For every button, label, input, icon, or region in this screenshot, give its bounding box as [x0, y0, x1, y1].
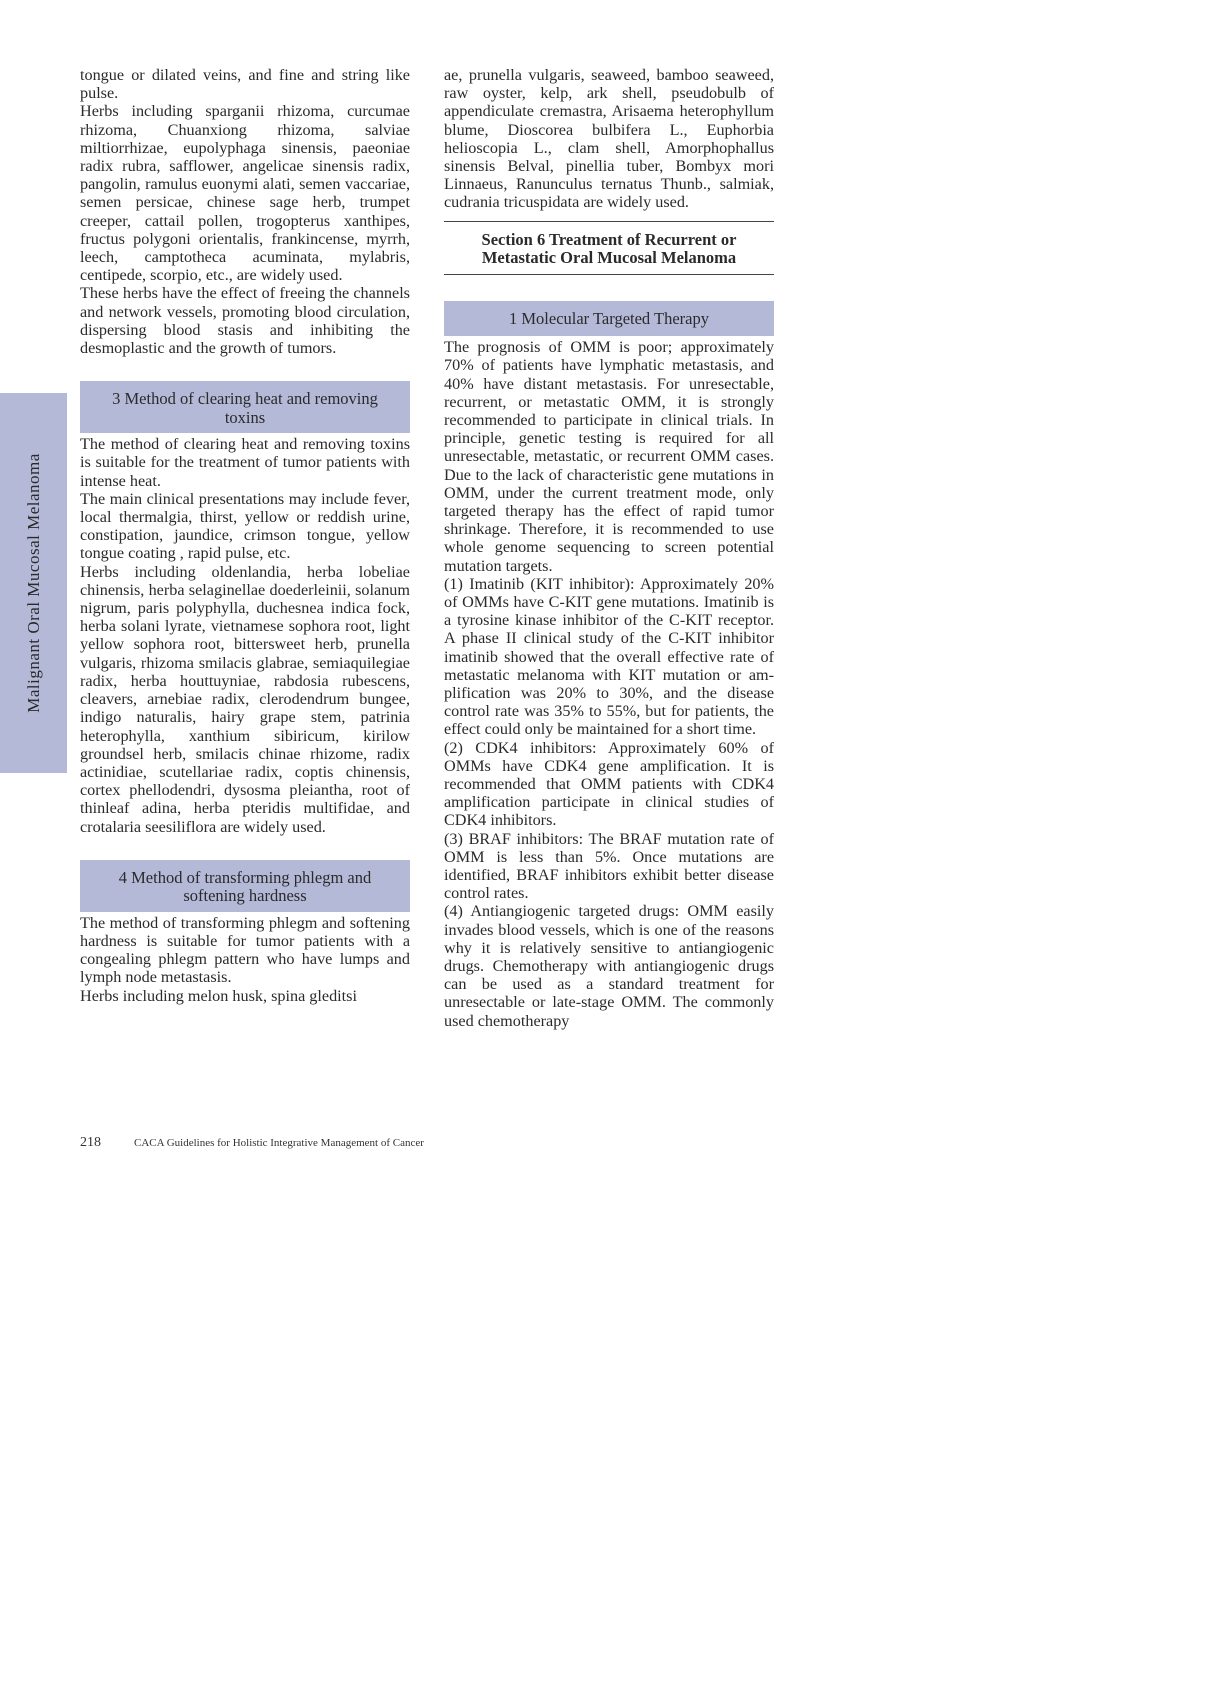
paragraph: The main clinical presentations may include fever, local thermalgia, thirst, yellow or reddish urine, constipation, jaundice, crimson tongue, yellow tongue coating , rapid pulse, etc.	[80, 489, 410, 563]
paragraph: The prognosis of OMM is poor; approximately 70% of patients have lymphatic metastasis, and 40% have distant metastasis. For unresectable, recurrent, or metastatic OMM, it is strongly recommended to participate in clinical trials. In principle, genetic testing is required for all unresectable, metastatic, or recurrent OMM cases. Due to the lack of characteristic gene mutations in OMM, under the current treatment mode, only targeted therapy has the effect of rapid tumor shrinkage. Therefore, it is recommended to use whole genome sequencing to screen potential mutation targets.	[444, 338, 774, 575]
subsection-heading-1: 1 Molecular Targeted Therapy	[444, 301, 774, 337]
right-column	[444, 66, 774, 1030]
subsection-heading-3: 3 Method of clearing heat and removing toxins	[80, 381, 410, 433]
paragraph: (2) CDK4 inhibitors: Approximately 60% of OMMs have CDK4 gene amplification. It is recommended that OMM patients with CDK4 amplification participate in clinical studies of CDK4 inhibitors.	[444, 738, 774, 830]
paragraph: tongue or dilated veins, and fine and string like pulse.	[80, 66, 410, 103]
side-tab	[0, 393, 67, 773]
paragraph: (3) BRAF inhibitors: The BRAF mutation rate of OMM is less than 5%. Once mutations are identified, BRAF inhibitors exhibit better disease control rates.	[444, 829, 774, 903]
paragraph: Herbs including oldenlandia, herba lobeliae chinensis, herba selaginellae doederleinii, solanum nigrum, paris polyphylla, duchesnea indica fock, herba solani lyrate, vietnamese sophora root, light yellow sophora root, bittersweet herb, prunella vulgaris, rhizoma smilacis glabrae, semiaquilegiae radix, herba houttuyniae, rabdosia rubescens, cleavers, arnebiae radix, clerodendrum bungee, indigo naturalis, hairy grape stem, patrinia heterophylla, xanthium sibiricum, kirilow groundsel herb, smilacis chinae rhizome, radix actinidiae, scutellariae radix, coptis chinensis, cortex phellodendri, dysosma pleiantha, root of thinleaf adina, herba pteridis multifidae, and crotalaria seesiliflora are widely used.	[80, 562, 410, 836]
subsection-heading-4: 4 Method of transforming phlegm and softening hardness	[80, 860, 410, 912]
section-heading: Section 6 Treatment of Recurrent or Metastatic Oral Mucosal Melanoma	[444, 221, 774, 275]
footer-title: CACA Guidelines for Holistic Integrative Management of Cancer	[134, 1137, 424, 1149]
paragraph: Herbs including melon husk, spina gleditsi	[80, 986, 357, 1005]
left-column	[80, 66, 410, 1005]
side-tab-label: Malignant Oral Mucosal Melanoma	[23, 453, 43, 713]
paragraph: ae, prunella vulgaris, seaweed, bamboo seaweed, raw oyster, kelp, ark shell, pseudobulb of appendiculate cremastra, Arisaema heterophyllum blume, Dioscorea bulbifera L., Euphorbia helioscopia L., clam shell, Amorphophallus sinensis Belval, pinellia tuber, Bombyx mori Linnaeus, Ranunculus ternatus Thunb., salmiak, cudrania tricuspidata are widely used.	[444, 66, 774, 212]
paragraph: (1) Imatinib (KIT inhibitor): Approximately 20% of OMMs have C-KIT gene mutations. Imatinib is a tyrosine kinase inhibitor of the C-KIT receptor. A phase II clinical study of the C-KIT inhibitor imatinib showed that the overall effective rate of metastatic melanoma with KIT mutation or amplification was 20% to 30%, and the disease control rate was 35% to 55%, but for patients, the effect could only be maintained for a short time.	[444, 574, 774, 739]
paragraph: Herbs including sparganii rhizoma, curcumae rhizoma, Chuanxiong rhizoma, salviae miltiorrhizae, eupolyphaga sinensis, paeoniae radix rubra, safflower, angelicae sinensis radix, pangolin, ramulus euonymi alati, semen vaccariae, semen persicae, chinese sage herb, trumpet creeper, cattail pollen, trogopterus xanthipes, fructus polygoni orientalis, frankincense, myrrh, leech, camptotheca acuminata, mylabris, centipede, scorpio, etc., are widely used.	[80, 102, 410, 285]
page-number: 218	[80, 1135, 101, 1150]
paragraph: The method of transforming phlegm and softening hardness is suitable for tumor patients with a congealing phlegm pattern who have lumps and lymph node metastasis.	[80, 913, 410, 987]
page-footer	[80, 1135, 424, 1151]
paragraph: (4) Antiangiogenic targeted drugs: OMM easily invades blood vessels, which is one of the reasons why it is relatively sensitive to antiangiogenic drugs. Chemotherapy with antiangiogenic drugs can be used as a standard treatment for unresectable or late-stage OMM. The commonly used chemotherapy	[444, 902, 774, 1030]
paragraph: These herbs have the effect of freeing the channels and network vessels, promoting blood circulation, dispersing blood stasis and inhibiting the desmoplastic and the growth of tumors.	[80, 284, 410, 358]
paragraph: The method of clearing heat and removing toxins is suitable for the treatment of tumor patients with intense heat.	[80, 435, 410, 490]
